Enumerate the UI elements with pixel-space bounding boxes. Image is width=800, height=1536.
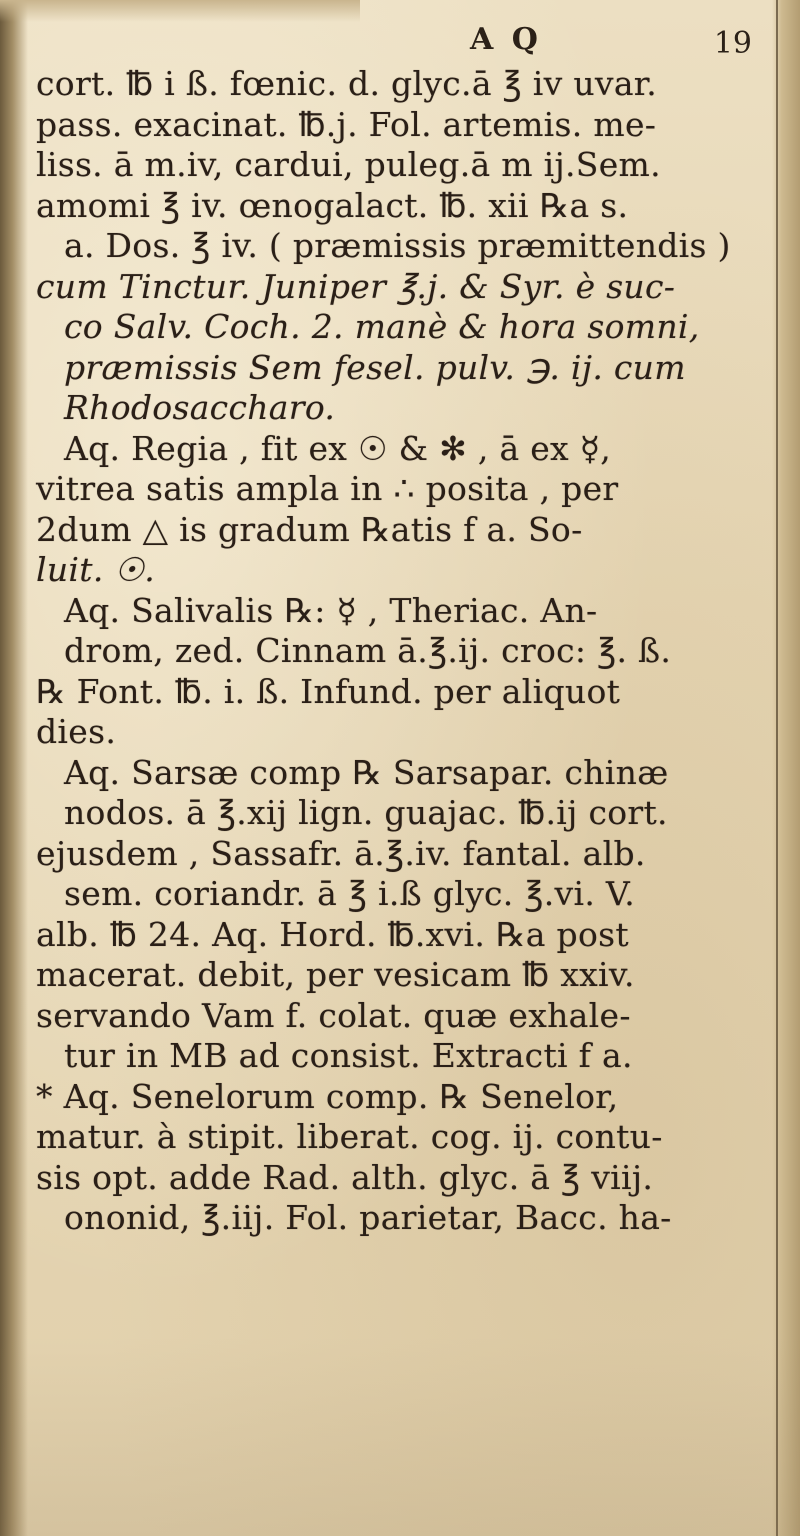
text-line: a. Dos. ℥ iv. ( præmissis præmittendis ) bbox=[64, 226, 731, 265]
recipe-heading-line: Aq. Salivalis ℞: ☿ , Theriac. An- bbox=[64, 590, 598, 630]
running-head: A Q bbox=[470, 22, 542, 57]
text-line: tur in MB ad consist. Extracti f a. bbox=[64, 1036, 633, 1075]
text-line: dies. bbox=[36, 712, 117, 751]
text-line: luit. ☉. bbox=[36, 550, 156, 589]
text-line: ℞ Font. ℔. i. ß. Infund. per aliquot bbox=[36, 671, 621, 711]
text-line: præmissis Sem fesel. pulv. ℈. ij. cum bbox=[64, 347, 686, 387]
torn-top-corner bbox=[0, 0, 360, 22]
text-line: sis opt. adde Rad. alth. glyc. ā ℥ viij. bbox=[36, 1157, 654, 1197]
text-line: Rhodosaccharo. bbox=[64, 388, 336, 427]
recipe-heading-line: * Aq. Senelorum comp. ℞ Senelor, bbox=[36, 1076, 619, 1116]
text-line: ejusdem , Sassafr. ā.℥.iv. fantal. alb. bbox=[36, 833, 646, 873]
gutter-rule bbox=[776, 0, 778, 1536]
text-line: macerat. debit, per vesicam ℔ xxiv. bbox=[36, 955, 635, 994]
text-line: cort. ℔ i ß. fœnic. d. glyc.ā ℥ iv uvar. bbox=[36, 64, 658, 103]
text-line: pass. exacinat. ℔.j. Fol. artemis. me- bbox=[36, 104, 657, 144]
text-line: drom, zed. Cinnam ā.℥.ij. croc: ℥. ß. bbox=[64, 631, 672, 670]
text-line: alb. ℔ 24. Aq. Hord. ℔.xvi. ℞a post bbox=[36, 914, 629, 954]
recipe-heading-line: Aq. Sarsæ comp ℞ Sarsapar. chinæ bbox=[64, 752, 669, 792]
page-number: 19 bbox=[713, 26, 752, 61]
text-line: matur. à stipit. liberat. cog. ij. contu- bbox=[36, 1117, 663, 1156]
body-text bbox=[36, 64, 756, 1239]
page-bottom-shadow bbox=[0, 1336, 800, 1536]
text-line: amomi ℥ iv. œnogalact. ℔. xii ℞a s. bbox=[36, 185, 629, 225]
text-line: vitrea satis ampla in ∴ posita , per bbox=[36, 469, 619, 508]
recipe-heading-line: Aq. Regia , fit ex ☉ & ✻ , ā ex ☿, bbox=[64, 428, 612, 468]
text-line: sem. coriandr. ā ℥ i.ß glyc. ℥.vi. V. bbox=[64, 874, 636, 913]
text-line: ononid, ℥.iij. Fol. parietar, Bacc. ha- bbox=[64, 1198, 672, 1237]
text-line: 2dum △ is gradum ℞atis f a. So- bbox=[36, 509, 583, 549]
text-line: nodos. ā ℥.xij lign. guajac. ℔.ij cort. bbox=[64, 793, 668, 832]
text-line: liss. ā m.iv, cardui, puleg.ā m ij.Sem. bbox=[36, 145, 661, 184]
text-line: cum Tinctur. Juniper ℥.j. & Syr. è suc- bbox=[36, 266, 676, 306]
scan-left-edge bbox=[0, 0, 28, 1536]
text-line: co Salv. Coch. 2. manè & hora somni, bbox=[64, 307, 700, 346]
text-line: servando Vam f. colat. quæ exhale- bbox=[36, 995, 631, 1035]
